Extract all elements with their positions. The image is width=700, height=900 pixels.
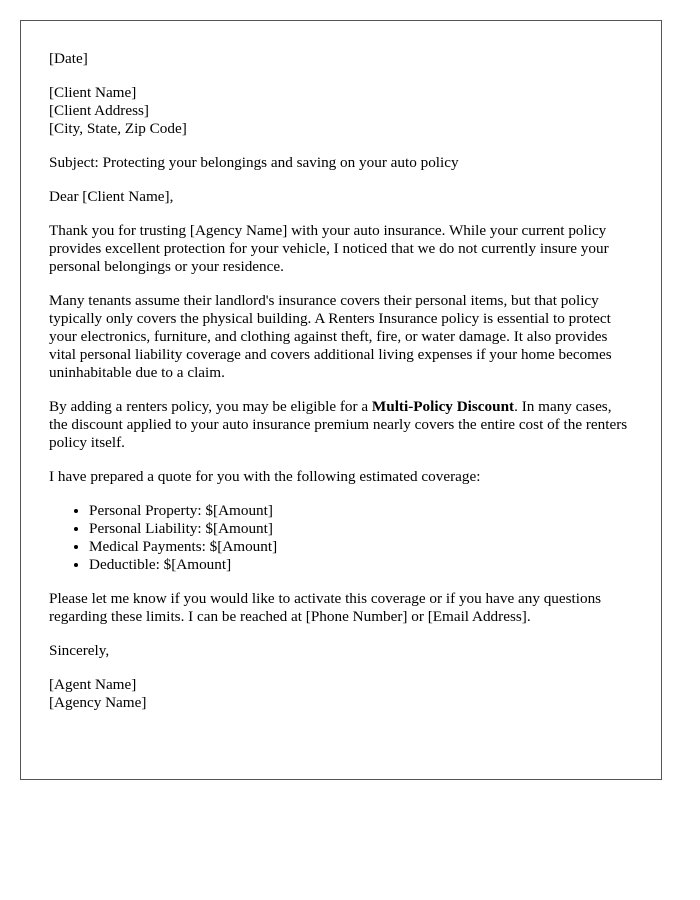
- coverage-item-deductible: • Deductible: $[Amount]: [89, 556, 633, 574]
- discount-text-after: . In many cases, the discount applied to your auto insurance premium nearly covers the entire cost of the renters policy itself.: [49, 398, 628, 451]
- letter-page: [20, 20, 662, 780]
- coverage-list: [49, 502, 633, 574]
- coverage-item-medical-payments: • Medical Payments: $[Amount]: [89, 538, 633, 556]
- discount-name: Multi-Policy Discount: [371, 398, 515, 415]
- signature-block: [49, 676, 633, 712]
- body-paragraph-discount: [49, 398, 633, 452]
- signoff: Sincerely,: [49, 642, 110, 659]
- coverage-item-personal-liability: • Personal Liability: $[Amount]: [89, 520, 633, 538]
- letter-date: [Date]: [49, 50, 88, 67]
- salutation: Dear [Client Name],: [49, 188, 174, 205]
- recipient-block: [49, 84, 633, 138]
- body-paragraph-intro: Thank you for trusting [Agency Name] with your auto insurance. While your current policy provides excellent protection for your vehicle, I noticed that we do not currently insure your personal belongings or your residence.: [49, 222, 609, 275]
- recipient-city-line: [City, State, Zip Code]: [49, 120, 187, 137]
- coverage-intro: I have prepared a quote for you with the following estimated coverage:: [49, 468, 481, 485]
- letter-subject: Subject: Protecting your belongings and saving on your auto policy: [49, 154, 459, 171]
- body-paragraph-renters-info: Many tenants assume their landlord's insurance covers their personal items, but that policy typically only covers the physical building. A Renters Insurance policy is essential to protect your electronics, furniture, and clothing against theft, fire, or water damage. It also provides vital personal liability coverage and covers additional living expenses if your home becomes uninhabitable due to a claim.: [49, 292, 612, 381]
- discount-text-before: By adding a renters policy, you may be eligible for a: [49, 398, 372, 415]
- recipient-address: [Client Address]: [49, 102, 149, 119]
- recipient-name: [Client Name]: [49, 84, 137, 101]
- coverage-item-personal-property: • Personal Property: $[Amount]: [89, 502, 633, 520]
- agency-name: [Agency Name]: [49, 694, 147, 711]
- closing-paragraph: Please let me know if you would like to activate this coverage or if you have any questions regarding these limits. I can be reached at [Phone Number] or [Email Address].: [49, 590, 602, 625]
- agent-name: [Agent Name]: [49, 676, 137, 693]
